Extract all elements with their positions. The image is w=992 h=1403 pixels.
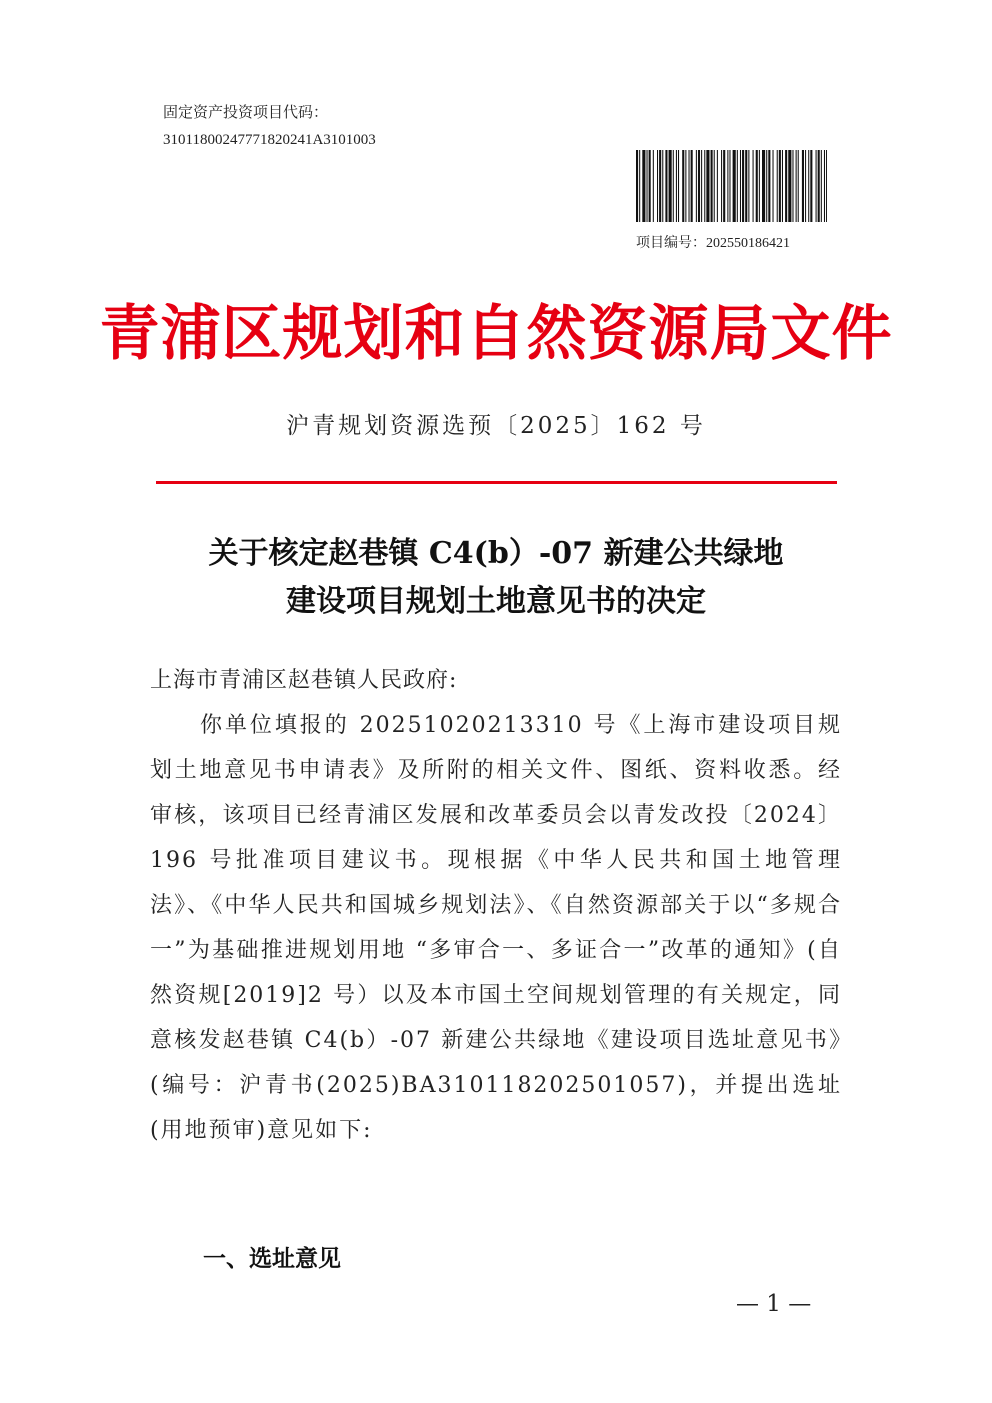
barcode-bar	[788, 150, 791, 222]
project-number: 项目编号：202550186421	[636, 236, 790, 251]
barcode-bar	[711, 150, 713, 222]
barcode-bar	[676, 150, 677, 222]
barcode-bar	[721, 150, 722, 222]
barcode-bar	[816, 150, 817, 222]
barcode-bar	[653, 150, 654, 222]
barcode-bar	[756, 150, 758, 222]
barcode-bar	[636, 150, 638, 222]
barcode-bar	[696, 150, 697, 222]
barcode-bar	[742, 150, 744, 222]
body-paragraph: 你单位填报的 20251020213310 号《上海市建设项目规划土地意见书申请表》及所附的相关文件、图纸、资料收悉。经审核，该项目已经青浦区发展和改革委员会以青发改投〔2024〕196 号批准项目建议书。现根据《中华人民共和国土地管理法》、《中华人民共和国城乡规划法》、《自然资源部关于以“多规合一”为基础推进规划用地 “多审合一、多证合一”改革的通知》(自然资规[2019]2 号）以及本市国土空间规划管理的有关规定，同意核发赵巷镇 C4(b）-07 新建公共绿地《建设项目选址意见书》(编号：沪青书(2025)BA310118202501057)，并提出选址(用地预审)意见如下:	[150, 713, 842, 1143]
barcode-bar	[805, 150, 806, 222]
barcode-bar	[821, 150, 822, 222]
barcode-bar	[685, 150, 686, 222]
barcode-bar	[745, 150, 747, 222]
barcode-bar	[777, 150, 778, 222]
barcode-bar	[657, 150, 658, 222]
document-number: 沪青规划资源选预〔2025〕162 号	[286, 413, 706, 439]
barcode-image	[636, 150, 827, 222]
barcode-bar	[729, 150, 730, 222]
barcode-bar	[706, 150, 709, 222]
document-body	[150, 658, 842, 1153]
barcode-bar	[824, 150, 825, 222]
barcode-bar	[662, 150, 663, 222]
barcode-bar	[642, 150, 645, 222]
barcode-bar	[669, 150, 672, 222]
barcode-bar	[723, 150, 725, 222]
barcode-bar	[802, 150, 804, 222]
barcode-bar	[704, 150, 705, 222]
barcode-bar	[714, 150, 715, 222]
barcode-bar	[647, 150, 648, 222]
barcode-bar	[689, 150, 690, 222]
barcode-bar	[826, 150, 827, 222]
barcode-bar	[727, 150, 728, 222]
barcode-bar	[798, 150, 799, 222]
document-title	[0, 530, 992, 626]
barcode-bar	[785, 150, 787, 222]
barcode-bar	[678, 150, 679, 222]
barcode-bar	[762, 150, 765, 222]
barcode-bar	[792, 150, 793, 222]
barcode-bar	[682, 150, 684, 222]
barcode-bar	[773, 150, 774, 222]
barcode-bar	[649, 150, 651, 222]
document-title-line-2: 建设项目规划土地意见书的决定	[286, 584, 706, 619]
red-separator-line	[156, 481, 837, 484]
document-title-line-1: 关于核定赵巷镇 C4(b）-07 新建公共绿地	[208, 536, 784, 571]
barcode-bar	[740, 150, 741, 222]
barcode-bar	[782, 150, 783, 222]
fixed-asset-code-label: 固定资产投资项目代码：	[163, 105, 329, 121]
salutation: 上海市青浦区赵巷镇人民政府:	[150, 668, 458, 693]
barcode-bar	[717, 150, 718, 222]
barcode-bar	[733, 150, 736, 222]
barcode-bar	[673, 150, 674, 222]
barcode-bar	[759, 150, 760, 222]
barcode-bar	[737, 150, 738, 222]
barcode-bar	[753, 150, 754, 222]
barcode-bar	[639, 150, 640, 222]
barcode-bar	[701, 150, 702, 222]
barcode-bar	[810, 150, 812, 222]
barcode-bar	[796, 150, 797, 222]
barcode-bar	[698, 150, 700, 222]
barcode-bar	[691, 150, 693, 222]
barcode-bar	[659, 150, 661, 222]
page-number: — 1 —	[736, 1291, 812, 1317]
fixed-asset-code-value: 31011800247771820241A3101003	[163, 132, 376, 148]
barcode-bar	[748, 150, 749, 222]
barcode-bar	[766, 150, 767, 222]
barcode-bar	[808, 150, 809, 222]
agency-title: 青浦区规划和自然资源局文件	[99, 299, 893, 369]
barcode-bar	[779, 150, 781, 222]
fixed-asset-code-block	[163, 100, 376, 154]
barcode-bar	[665, 150, 667, 222]
barcode-bar	[818, 150, 820, 222]
section-heading: 一、选址意见	[203, 1246, 341, 1272]
barcode-bar	[768, 150, 770, 222]
